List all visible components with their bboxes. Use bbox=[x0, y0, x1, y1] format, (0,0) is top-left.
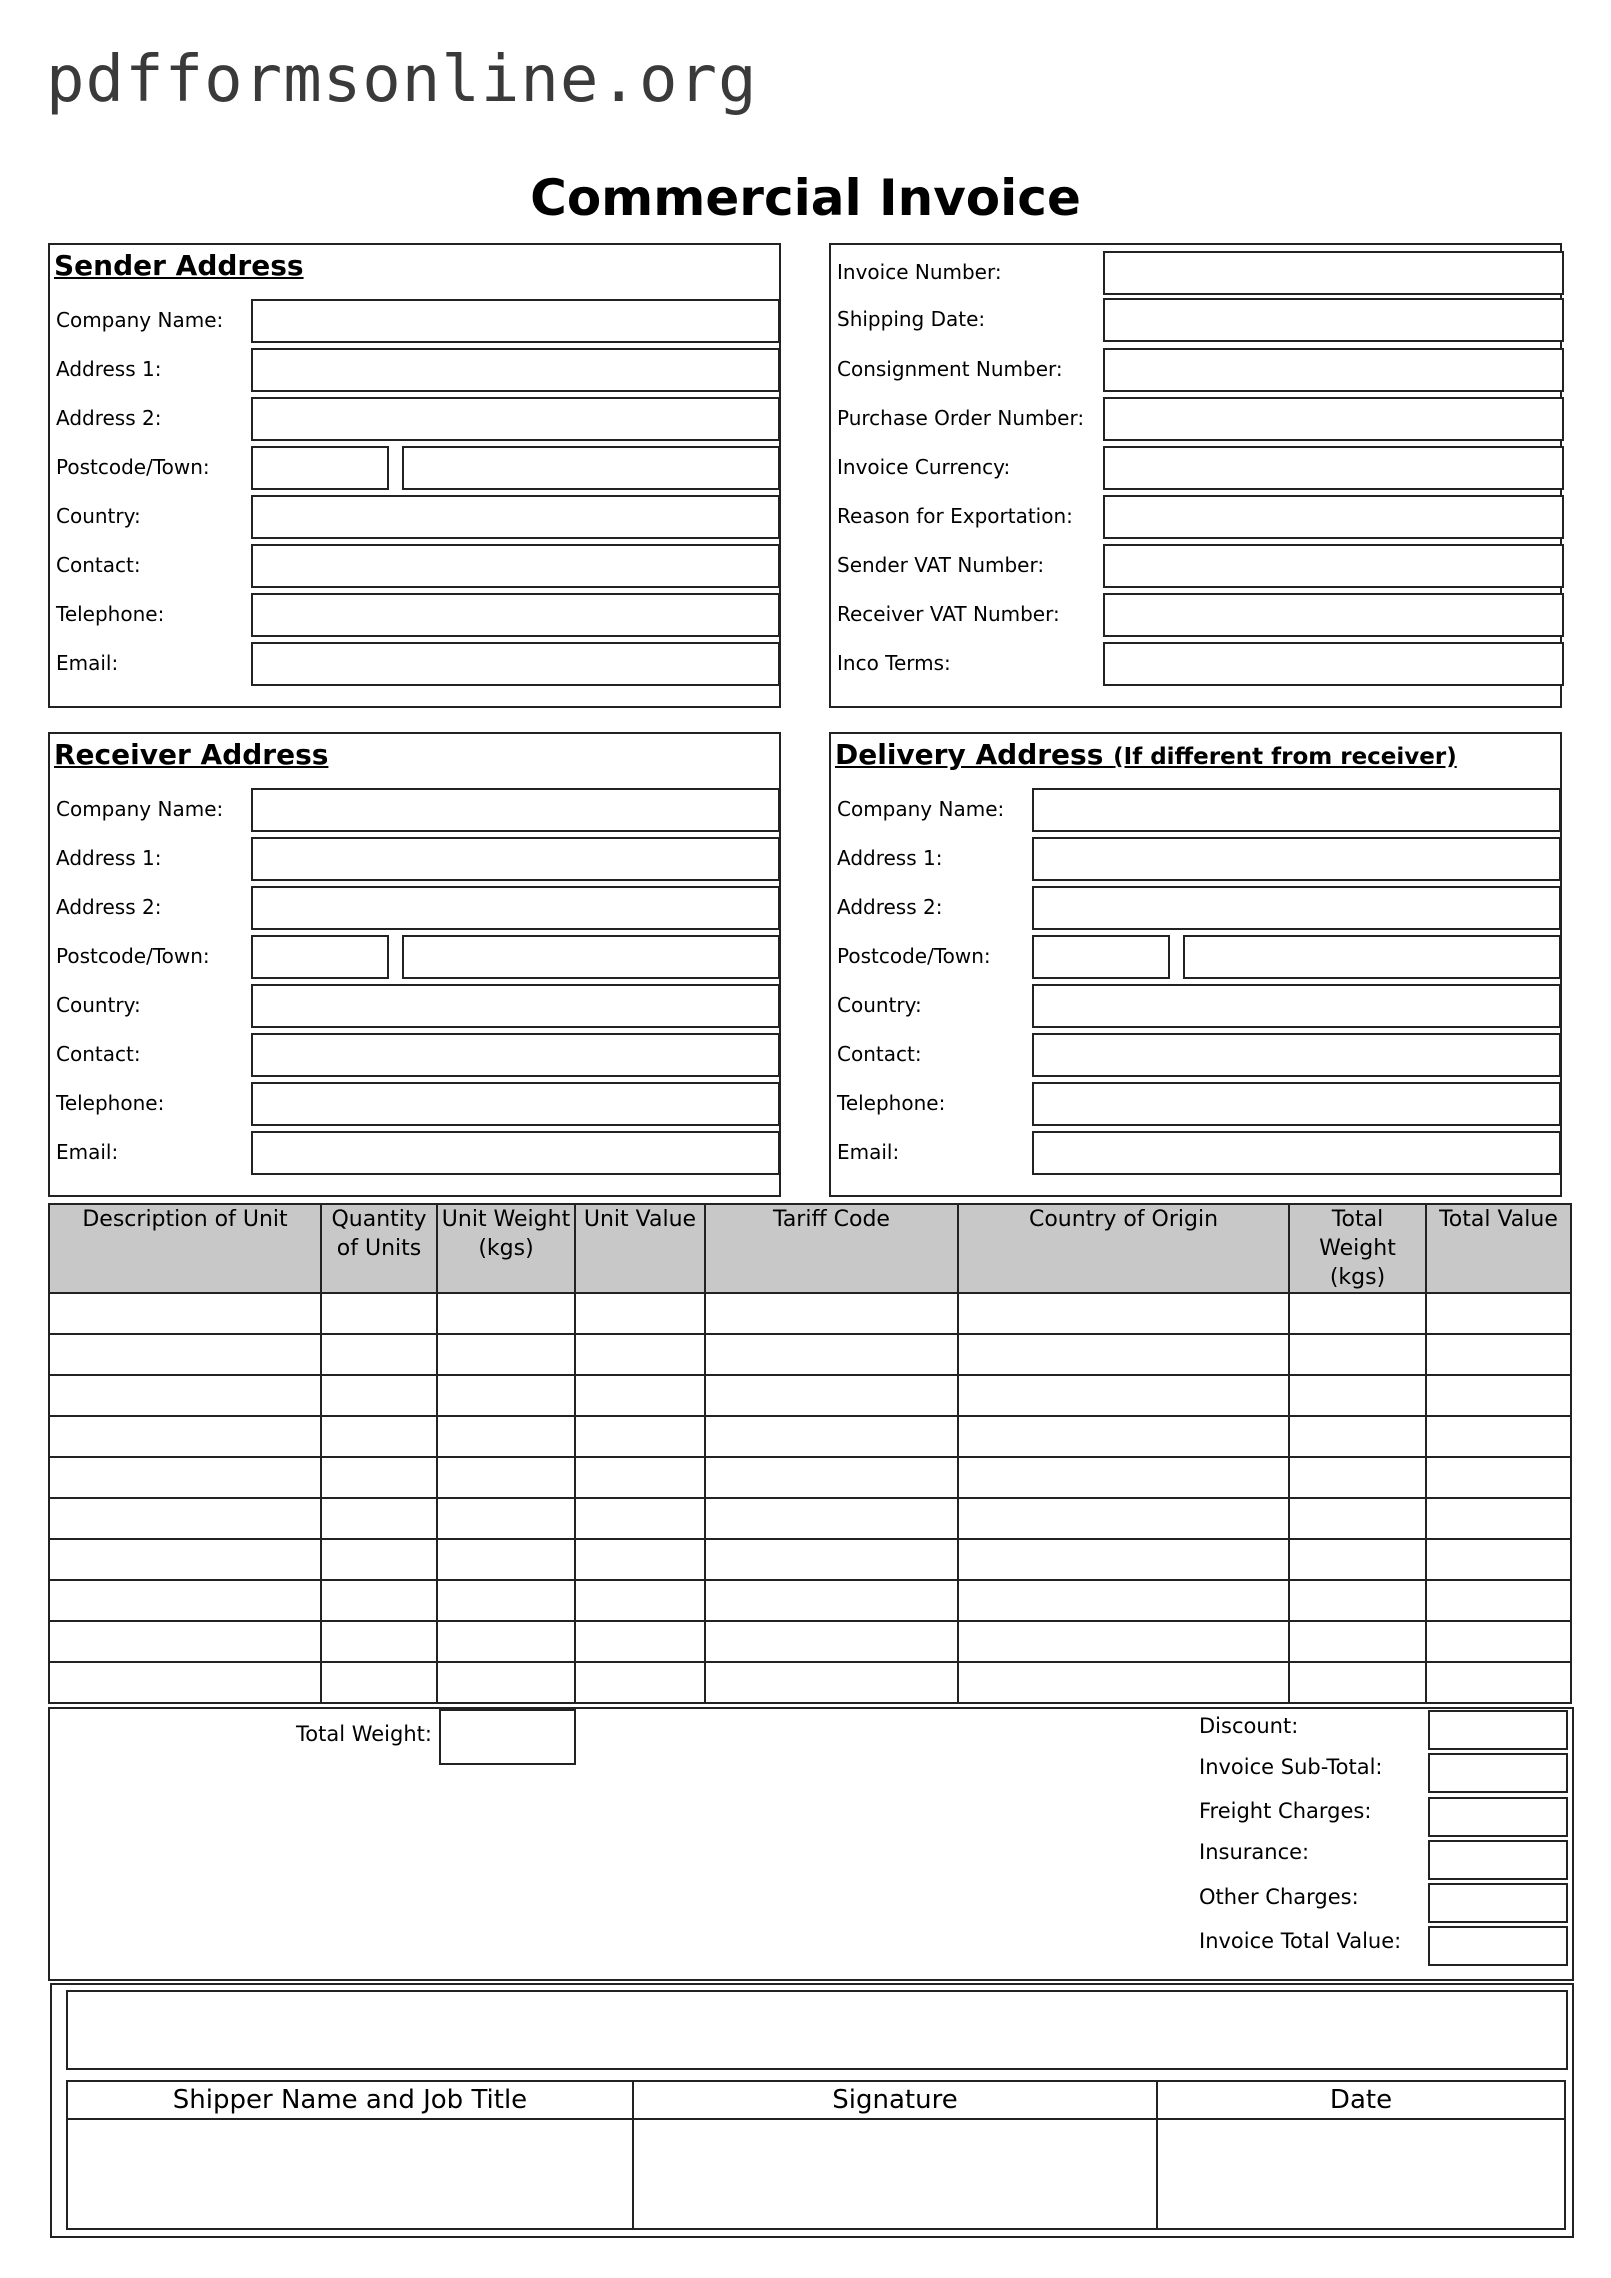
item-cell-total-weight-kgs[interactable] bbox=[1289, 1539, 1426, 1580]
items-col-total-value bbox=[1426, 1204, 1571, 1293]
insurance-field[interactable] bbox=[1428, 1840, 1568, 1880]
signature-header-row bbox=[67, 2081, 1565, 2119]
item-cell-unit-value[interactable] bbox=[575, 1580, 705, 1621]
delivery-contact-label: Contact: bbox=[837, 1042, 922, 1066]
signature-col-date: Date bbox=[1157, 2081, 1565, 2119]
page-title: Commercial Invoice bbox=[530, 169, 1081, 227]
delivery-address-panel bbox=[829, 732, 1562, 1197]
invoice-shipping-date-label: Shipping Date: bbox=[837, 307, 986, 331]
item-cell-total-weight-kgs[interactable] bbox=[1289, 1375, 1426, 1416]
sender-email-field[interactable] bbox=[251, 642, 780, 686]
item-cell-unit-value[interactable] bbox=[575, 1375, 705, 1416]
items-header-text: Country of Origin bbox=[1028, 1207, 1219, 1232]
item-cell-description-of-unit[interactable] bbox=[49, 1334, 321, 1375]
item-cell-tariff-code[interactable] bbox=[705, 1580, 958, 1621]
delivery-contact-field[interactable] bbox=[1032, 1033, 1561, 1077]
items-col-quantity-of-units bbox=[321, 1204, 437, 1293]
items-header-text: Tariff Code bbox=[773, 1207, 890, 1232]
item-cell-quantity-of-units[interactable] bbox=[321, 1662, 437, 1703]
total-weight-label: Total Weight: bbox=[296, 1722, 432, 1746]
item-cell-country-of-origin[interactable] bbox=[958, 1334, 1289, 1375]
delivery-company-name-field[interactable] bbox=[1032, 788, 1561, 832]
item-cell-quantity-of-units[interactable] bbox=[321, 1621, 437, 1662]
items-header-row bbox=[49, 1204, 1571, 1293]
table-row bbox=[49, 1457, 1571, 1498]
item-cell-total-weight-kgs[interactable] bbox=[1289, 1621, 1426, 1662]
item-cell-quantity-of-units[interactable] bbox=[321, 1416, 437, 1457]
item-cell-unit-weight-kgs[interactable] bbox=[437, 1416, 575, 1457]
site-watermark: pdfformsonline.org bbox=[46, 43, 758, 117]
receiver-address-heading: Receiver Address bbox=[54, 738, 329, 771]
item-cell-total-value[interactable] bbox=[1426, 1457, 1571, 1498]
sender-postcode-town-label: Postcode/Town: bbox=[56, 455, 210, 479]
item-cell-country-of-origin[interactable] bbox=[958, 1580, 1289, 1621]
invoice-sub-total-field[interactable] bbox=[1428, 1753, 1568, 1793]
item-cell-total-weight-kgs[interactable] bbox=[1289, 1580, 1426, 1621]
signature-col-signature: Signature bbox=[633, 2081, 1157, 2119]
signature-field[interactable] bbox=[633, 2119, 1157, 2229]
freight-charges-label: Freight Charges: bbox=[1199, 1799, 1372, 1823]
sender-address-2-label: Address 2: bbox=[56, 406, 162, 430]
items-col-country-of-origin bbox=[958, 1204, 1289, 1293]
signature-entry-row bbox=[67, 2119, 1565, 2229]
sender-address-panel bbox=[48, 243, 781, 708]
items-col-description-of-unit bbox=[49, 1204, 321, 1293]
delivery-address-heading: Delivery Address (If different from receiver) bbox=[835, 738, 1457, 771]
receiver-address-panel bbox=[48, 732, 781, 1197]
delivery-telephone-label: Telephone: bbox=[837, 1091, 946, 1115]
other-charges-field[interactable] bbox=[1428, 1883, 1568, 1923]
signature-table bbox=[66, 2080, 1566, 2230]
receiver-address-2-label: Address 2: bbox=[56, 895, 162, 919]
items-header-text: Quantity bbox=[331, 1207, 427, 1232]
item-cell-description-of-unit[interactable] bbox=[49, 1457, 321, 1498]
invoice-total-value-field[interactable] bbox=[1428, 1926, 1568, 1966]
invoice-total-value-label: Invoice Total Value: bbox=[1199, 1929, 1402, 1953]
table-row bbox=[49, 1539, 1571, 1580]
invoice-invoice-number-label: Invoice Number: bbox=[837, 260, 1002, 284]
delivery-telephone-field[interactable] bbox=[1032, 1082, 1561, 1126]
item-cell-total-value[interactable] bbox=[1426, 1539, 1571, 1580]
receiver-email-field[interactable] bbox=[251, 1131, 780, 1175]
receiver-email-label: Email: bbox=[56, 1140, 119, 1164]
item-cell-total-value[interactable] bbox=[1426, 1375, 1571, 1416]
item-cell-unit-value[interactable] bbox=[575, 1662, 705, 1703]
sender-address-1-label: Address 1: bbox=[56, 357, 162, 381]
items-col-tariff-code bbox=[705, 1204, 958, 1293]
discount-label: Discount: bbox=[1199, 1714, 1299, 1738]
item-cell-total-weight-kgs[interactable] bbox=[1289, 1662, 1426, 1703]
delivery-address-2-label: Address 2: bbox=[837, 895, 943, 919]
receiver-country-field[interactable] bbox=[251, 984, 780, 1028]
item-cell-unit-weight-kgs[interactable] bbox=[437, 1457, 575, 1498]
item-cell-tariff-code[interactable] bbox=[705, 1375, 958, 1416]
item-cell-unit-weight-kgs[interactable] bbox=[437, 1662, 575, 1703]
item-cell-total-weight-kgs[interactable] bbox=[1289, 1416, 1426, 1457]
table-row bbox=[49, 1293, 1571, 1334]
receiver-address-1-field[interactable] bbox=[251, 837, 780, 881]
item-cell-total-value[interactable] bbox=[1426, 1498, 1571, 1539]
item-cell-unit-value[interactable] bbox=[575, 1293, 705, 1334]
invoice-invoice-currency-label: Invoice Currency: bbox=[837, 455, 1011, 479]
item-cell-unit-weight-kgs[interactable] bbox=[437, 1334, 575, 1375]
table-row bbox=[49, 1498, 1571, 1539]
item-cell-quantity-of-units[interactable] bbox=[321, 1457, 437, 1498]
sender-address-2-field[interactable] bbox=[251, 397, 780, 441]
sender-company-name-field[interactable] bbox=[251, 299, 780, 343]
delivery-email-label: Email: bbox=[837, 1140, 900, 1164]
item-cell-tariff-code[interactable] bbox=[705, 1498, 958, 1539]
item-cell-unit-weight-kgs[interactable] bbox=[437, 1580, 575, 1621]
table-row bbox=[49, 1662, 1571, 1703]
sender-address-heading: Sender Address bbox=[54, 249, 304, 282]
shipper-name-field[interactable] bbox=[67, 2119, 633, 2229]
invoice-reason-for-exportation-label: Reason for Exportation: bbox=[837, 504, 1073, 528]
invoice-sender-vat-number-label: Sender VAT Number: bbox=[837, 553, 1045, 577]
item-cell-quantity-of-units[interactable] bbox=[321, 1375, 437, 1416]
invoice-reason-for-exportation-field[interactable] bbox=[1103, 495, 1564, 539]
item-cell-country-of-origin[interactable] bbox=[958, 1293, 1289, 1334]
delivery-town-field[interactable] bbox=[1183, 935, 1561, 979]
item-cell-country-of-origin[interactable] bbox=[958, 1498, 1289, 1539]
receiver-contact-field[interactable] bbox=[251, 1033, 780, 1077]
item-cell-unit-value[interactable] bbox=[575, 1416, 705, 1457]
item-cell-tariff-code[interactable] bbox=[705, 1334, 958, 1375]
invoice-purchase-order-number-field[interactable] bbox=[1103, 397, 1564, 441]
delivery-address-note: (If different from receiver) bbox=[1113, 744, 1457, 770]
item-cell-tariff-code[interactable] bbox=[705, 1539, 958, 1580]
item-cell-description-of-unit[interactable] bbox=[49, 1580, 321, 1621]
items-col-unit-weight-kgs bbox=[437, 1204, 575, 1293]
delivery-address-1-field[interactable] bbox=[1032, 837, 1561, 881]
items-header-text: Weight (kgs) bbox=[1319, 1236, 1396, 1290]
invoice-shipping-date-field[interactable] bbox=[1103, 298, 1564, 342]
insurance-label: Insurance: bbox=[1199, 1840, 1310, 1864]
invoice-inco-terms-label: Inco Terms: bbox=[837, 651, 951, 675]
sender-country-field[interactable] bbox=[251, 495, 780, 539]
sender-contact-field[interactable] bbox=[251, 544, 780, 588]
table-row bbox=[49, 1334, 1571, 1375]
item-cell-unit-value[interactable] bbox=[575, 1539, 705, 1580]
item-cell-total-value[interactable] bbox=[1426, 1662, 1571, 1703]
table-row bbox=[49, 1416, 1571, 1457]
other-charges-label: Other Charges: bbox=[1199, 1885, 1359, 1909]
items-header-text: Total Value bbox=[1439, 1207, 1558, 1232]
discount-field[interactable] bbox=[1428, 1710, 1568, 1750]
invoice-info-panel bbox=[829, 243, 1562, 708]
sender-town-field[interactable] bbox=[402, 446, 780, 490]
items-table bbox=[48, 1203, 1572, 1704]
item-cell-tariff-code[interactable] bbox=[705, 1662, 958, 1703]
sender-company-name-label: Company Name: bbox=[56, 308, 224, 332]
item-cell-description-of-unit[interactable] bbox=[49, 1621, 321, 1662]
item-cell-unit-weight-kgs[interactable] bbox=[437, 1621, 575, 1662]
receiver-postcode-town-label: Postcode/Town: bbox=[56, 944, 210, 968]
invoice-receiver-vat-number-label: Receiver VAT Number: bbox=[837, 602, 1060, 626]
date-field[interactable] bbox=[1157, 2119, 1565, 2229]
item-cell-description-of-unit[interactable] bbox=[49, 1498, 321, 1539]
items-header-text: Unit Value bbox=[583, 1207, 697, 1232]
invoice-sender-vat-number-field[interactable] bbox=[1103, 544, 1564, 588]
item-cell-total-value[interactable] bbox=[1426, 1416, 1571, 1457]
item-cell-unit-weight-kgs[interactable] bbox=[437, 1293, 575, 1334]
receiver-town-field[interactable] bbox=[402, 935, 780, 979]
item-cell-quantity-of-units[interactable] bbox=[321, 1539, 437, 1580]
invoice-consignment-number-label: Consignment Number: bbox=[837, 357, 1063, 381]
invoice-purchase-order-number-label: Purchase Order Number: bbox=[837, 406, 1085, 430]
delivery-country-label: Country: bbox=[837, 993, 922, 1017]
item-cell-quantity-of-units[interactable] bbox=[321, 1580, 437, 1621]
item-cell-description-of-unit[interactable] bbox=[49, 1539, 321, 1580]
item-cell-description-of-unit[interactable] bbox=[49, 1662, 321, 1703]
shipper-notes-field[interactable] bbox=[66, 1990, 1568, 2070]
receiver-country-label: Country: bbox=[56, 993, 141, 1017]
delivery-postcode-field[interactable] bbox=[1032, 935, 1170, 979]
delivery-address-1-label: Address 1: bbox=[837, 846, 943, 870]
item-cell-total-weight-kgs[interactable] bbox=[1289, 1498, 1426, 1539]
item-cell-total-value[interactable] bbox=[1426, 1580, 1571, 1621]
item-cell-unit-value[interactable] bbox=[575, 1498, 705, 1539]
delivery-postcode-town-label: Postcode/Town: bbox=[837, 944, 991, 968]
items-col-total-weight-kgs bbox=[1289, 1204, 1426, 1293]
items-header-text: Unit Weight bbox=[441, 1207, 571, 1232]
item-cell-tariff-code[interactable] bbox=[705, 1293, 958, 1334]
item-cell-unit-value[interactable] bbox=[575, 1621, 705, 1662]
table-row bbox=[49, 1621, 1571, 1662]
item-cell-country-of-origin[interactable] bbox=[958, 1662, 1289, 1703]
table-row bbox=[49, 1580, 1571, 1621]
delivery-email-field[interactable] bbox=[1032, 1131, 1561, 1175]
item-cell-unit-weight-kgs[interactable] bbox=[437, 1375, 575, 1416]
receiver-address-1-label: Address 1: bbox=[56, 846, 162, 870]
receiver-contact-label: Contact: bbox=[56, 1042, 141, 1066]
item-cell-description-of-unit[interactable] bbox=[49, 1416, 321, 1457]
item-cell-unit-value[interactable] bbox=[575, 1334, 705, 1375]
item-cell-total-value[interactable] bbox=[1426, 1621, 1571, 1662]
items-header-text: of Units bbox=[336, 1236, 422, 1261]
item-cell-description-of-unit[interactable] bbox=[49, 1293, 321, 1334]
sender-email-label: Email: bbox=[56, 651, 119, 675]
delivery-address-2-field[interactable] bbox=[1032, 886, 1561, 930]
invoice-receiver-vat-number-field[interactable] bbox=[1103, 593, 1564, 637]
freight-charges-field[interactable] bbox=[1428, 1797, 1568, 1837]
invoice-consignment-number-field[interactable] bbox=[1103, 348, 1564, 392]
delivery-company-name-label: Company Name: bbox=[837, 797, 1005, 821]
sender-postcode-field[interactable] bbox=[251, 446, 389, 490]
signature-col-shipper-name-and-job-title: Shipper Name and Job Title bbox=[67, 2081, 633, 2119]
items-header-text: (kgs) bbox=[478, 1236, 534, 1261]
item-cell-total-weight-kgs[interactable] bbox=[1289, 1457, 1426, 1498]
receiver-company-name-field[interactable] bbox=[251, 788, 780, 832]
items-header-text: Description of Unit bbox=[82, 1207, 288, 1232]
item-cell-quantity-of-units[interactable] bbox=[321, 1334, 437, 1375]
sender-contact-label: Contact: bbox=[56, 553, 141, 577]
receiver-company-name-label: Company Name: bbox=[56, 797, 224, 821]
item-cell-total-value[interactable] bbox=[1426, 1293, 1571, 1334]
sender-telephone-field[interactable] bbox=[251, 593, 780, 637]
sender-country-label: Country: bbox=[56, 504, 141, 528]
item-cell-tariff-code[interactable] bbox=[705, 1621, 958, 1662]
invoice-invoice-currency-field[interactable] bbox=[1103, 446, 1564, 490]
receiver-telephone-label: Telephone: bbox=[56, 1091, 165, 1115]
items-header-text: Total bbox=[1331, 1207, 1384, 1232]
invoice-inco-terms-field[interactable] bbox=[1103, 642, 1564, 686]
item-cell-total-weight-kgs[interactable] bbox=[1289, 1334, 1426, 1375]
item-cell-description-of-unit[interactable] bbox=[49, 1375, 321, 1416]
item-cell-total-value[interactable] bbox=[1426, 1334, 1571, 1375]
item-cell-country-of-origin[interactable] bbox=[958, 1416, 1289, 1457]
sender-telephone-label: Telephone: bbox=[56, 602, 165, 626]
item-cell-quantity-of-units[interactable] bbox=[321, 1498, 437, 1539]
invoice-invoice-number-field[interactable] bbox=[1103, 251, 1564, 295]
item-cell-country-of-origin[interactable] bbox=[958, 1539, 1289, 1580]
table-row bbox=[49, 1375, 1571, 1416]
items-col-unit-value bbox=[575, 1204, 705, 1293]
item-cell-unit-value[interactable] bbox=[575, 1457, 705, 1498]
item-cell-tariff-code[interactable] bbox=[705, 1457, 958, 1498]
sender-address-1-field[interactable] bbox=[251, 348, 780, 392]
item-cell-total-weight-kgs[interactable] bbox=[1289, 1293, 1426, 1334]
item-cell-quantity-of-units[interactable] bbox=[321, 1293, 437, 1334]
item-cell-country-of-origin[interactable] bbox=[958, 1621, 1289, 1662]
receiver-telephone-field[interactable] bbox=[251, 1082, 780, 1126]
receiver-address-2-field[interactable] bbox=[251, 886, 780, 930]
item-cell-country-of-origin[interactable] bbox=[958, 1375, 1289, 1416]
item-cell-country-of-origin[interactable] bbox=[958, 1457, 1289, 1498]
total-weight-field[interactable] bbox=[439, 1709, 576, 1765]
invoice-sub-total-label: Invoice Sub-Total: bbox=[1199, 1755, 1383, 1779]
receiver-postcode-field[interactable] bbox=[251, 935, 389, 979]
delivery-country-field[interactable] bbox=[1032, 984, 1561, 1028]
item-cell-unit-weight-kgs[interactable] bbox=[437, 1539, 575, 1580]
item-cell-unit-weight-kgs[interactable] bbox=[437, 1498, 575, 1539]
item-cell-tariff-code[interactable] bbox=[705, 1416, 958, 1457]
